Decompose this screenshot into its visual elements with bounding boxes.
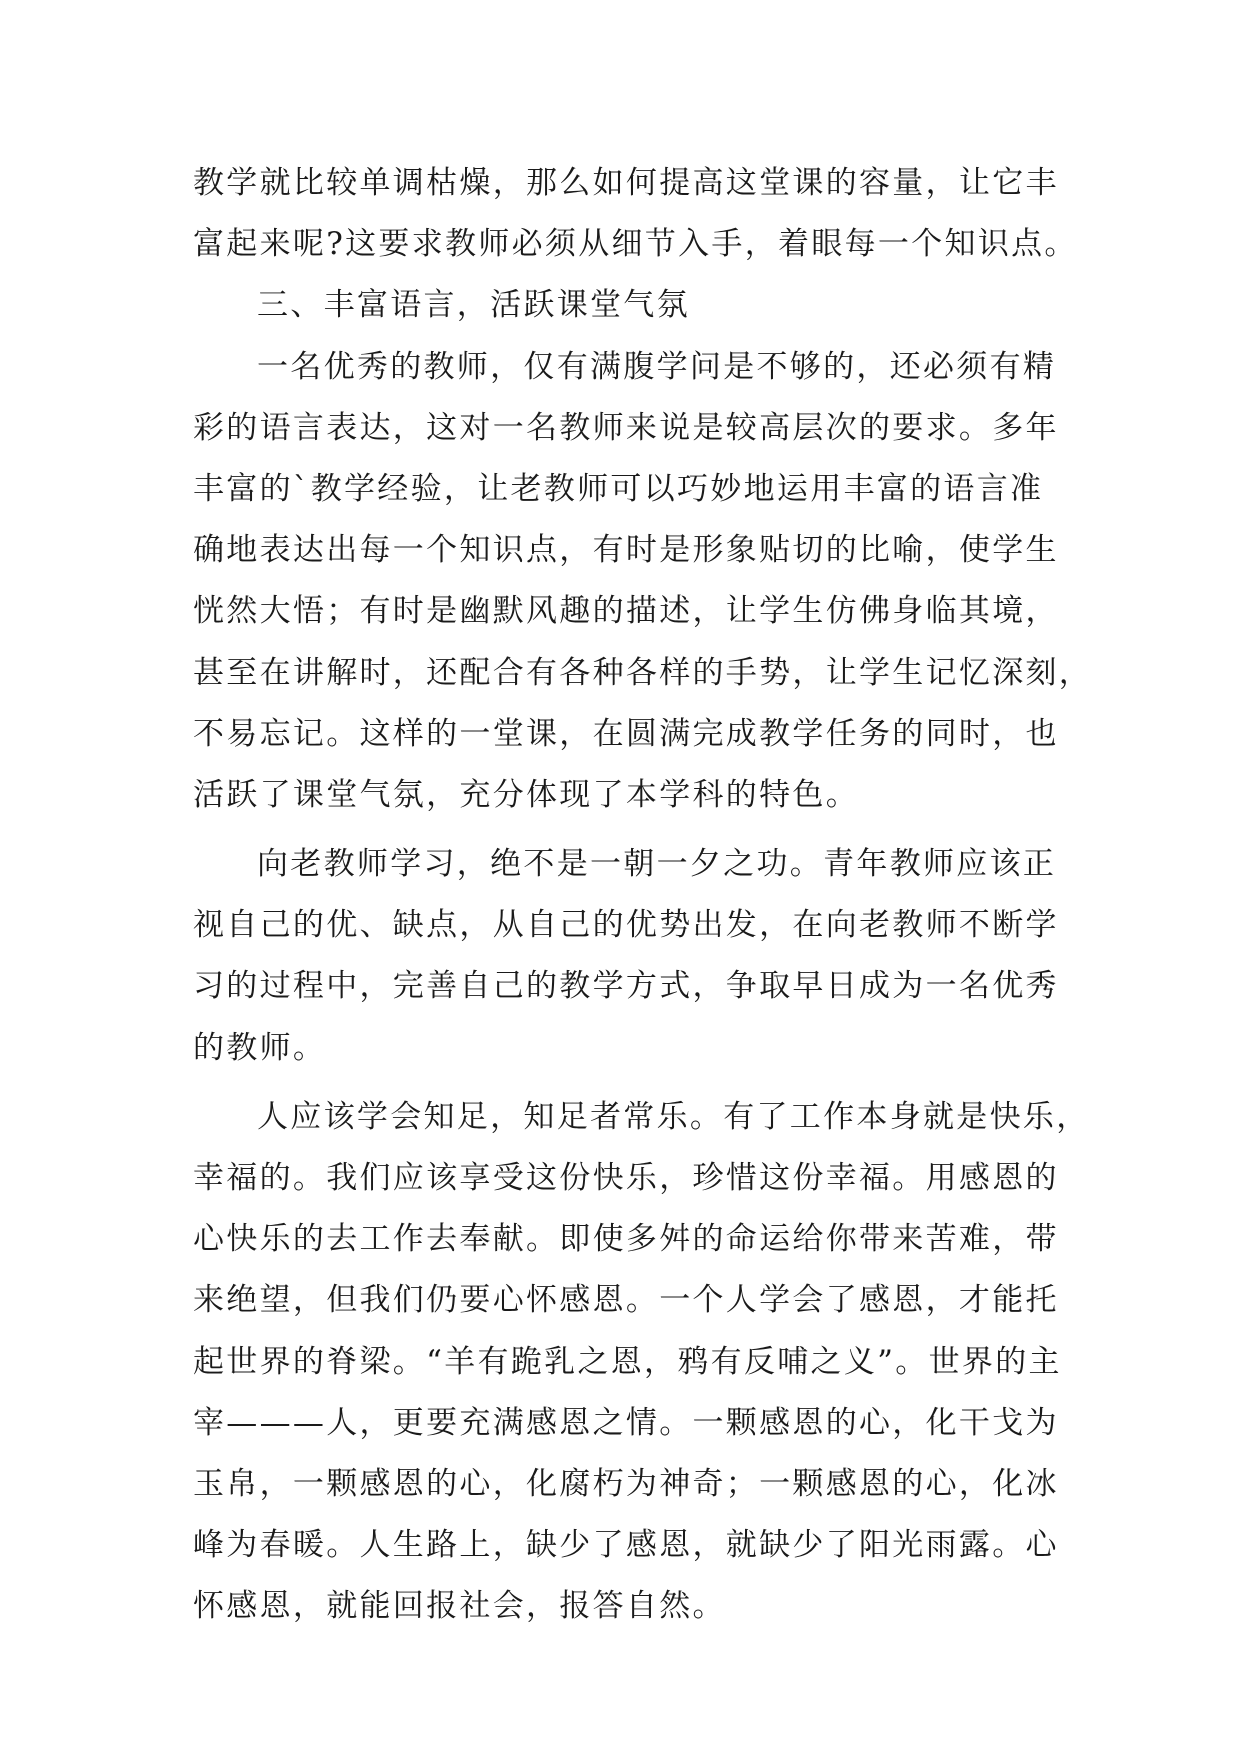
paragraph-line: 宰———人，更要充满感恩之情。一颗感恩的心，化干戈为 [193, 1404, 1059, 1441]
paragraph-line: 幸福的。我们应该享受这份快乐，珍惜这份幸福。用感恩的 [193, 1160, 1059, 1196]
paragraph-line: 富起来呢?这要求教师必须从细节入手，着眼每一个知识点。 [193, 226, 1078, 263]
paragraph-line: 人应该学会知足，知足者常乐。有了工作本身就是快乐， [257, 1098, 1090, 1135]
paragraph-line: 怀感恩，就能回报社会，报答自然。 [193, 1588, 726, 1625]
paragraph-line: 确地表达出每一个知识点，有时是形象贴切的比喻，使学生 [193, 532, 1059, 569]
paragraph-line: 玉帛，一颗感恩的心，化腐朽为神奇；一颗感恩的心，化冰 [193, 1465, 1059, 1502]
paragraph-line: 心快乐的去工作去奉献。即使多舛的命运给你带来苦难，带 [193, 1221, 1059, 1258]
section-heading: 三、丰富语言，活跃课堂气氛 [257, 287, 690, 324]
paragraph-line: 视自己的优、缺点，从自己的优势出发，在向老教师不断学 [193, 907, 1059, 944]
document-body [193, 153, 1093, 1638]
paragraph-line: 的教师。 [193, 1029, 327, 1066]
paragraph-line: 来绝望，但我们仍要心怀感恩。一个人学会了感恩，才能托 [193, 1282, 1059, 1319]
paragraph-line: 一名优秀的教师，仅有满腹学问是不够的，还必须有精 [257, 348, 1057, 385]
paragraph-line: 甚至在讲解时，还配合有各种各样的手势，让学生记忆深刻， [193, 654, 1093, 691]
paragraph-line: 丰富的`教学经验，让老教师可以巧妙地运用丰富的语言准 [193, 470, 1044, 507]
paragraph-line: 峰为春暖。人生路上，缺少了感恩，就缺少了阳光雨露。心 [193, 1527, 1059, 1564]
paragraph-line: 起世界的脊梁。“羊有跪乳之恩，鸦有反哺之义”。世界的主 [193, 1343, 1062, 1380]
paragraph-line: 向老教师学习，绝不是一朝一夕之功。青年教师应该正 [257, 846, 1057, 883]
paragraph-line: 不易忘记。这样的一堂课，在圆满完成教学任务的同时，也 [193, 715, 1059, 752]
paragraph-line: 彩的语言表达，这对一名教师来说是较高层次的要求。多年 [193, 409, 1059, 446]
paragraph-line: 恍然大悟；有时是幽默风趣的描述，让学生仿佛身临其境， [193, 593, 1059, 630]
paragraph-line: 教学就比较单调枯燥，那么如何提高这堂课的容量，让它丰 [193, 165, 1059, 201]
paragraph-line: 活跃了课堂气氛，充分体现了本学科的特色。 [193, 776, 859, 813]
paragraph-line: 习的过程中，完善自己的教学方式，争取早日成为一名优秀 [193, 968, 1059, 1005]
